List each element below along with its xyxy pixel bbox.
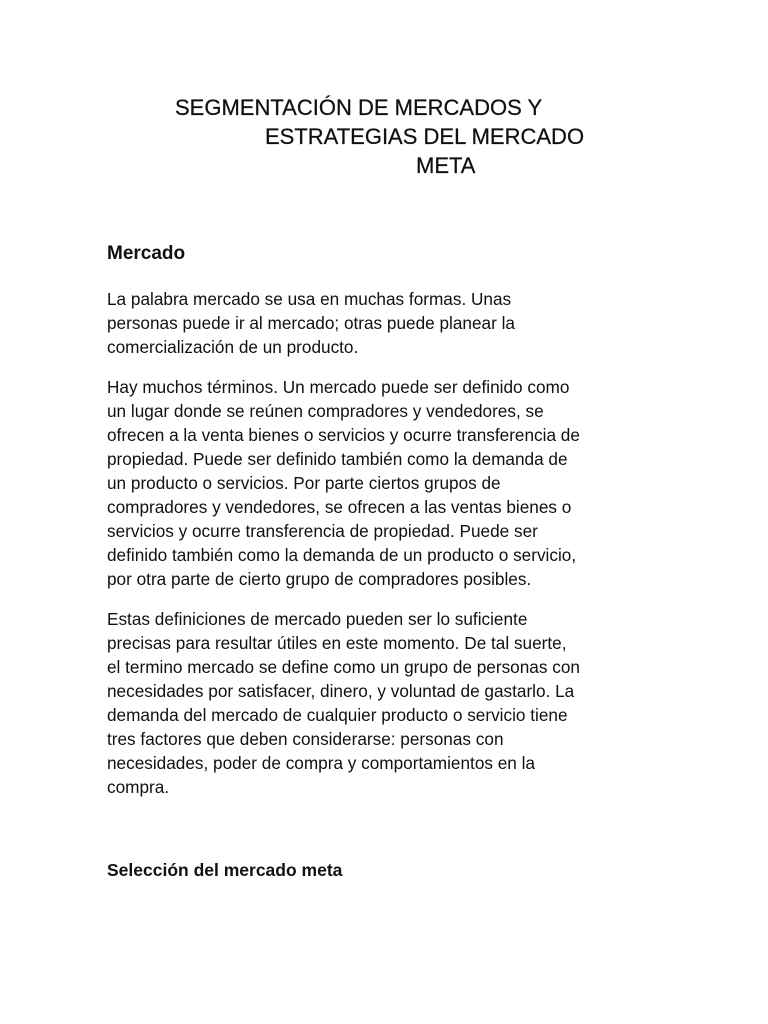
subheading-seleccion-mercado-meta: Selección del mercado meta — [107, 860, 343, 880]
paragraph-1: La palabra mercado se usa en muchas formas. Unas personas puede ir al mercado; otras puede planear la comercialización de un producto. — [107, 289, 515, 357]
paragraph-2: Hay muchos términos. Un mercado puede ser definido como un lugar donde se reúnen compradores y vendedores, se ofrecen a la venta bienes o servicios y ocurre transferencia de propiedad. Puede ser definido también como la demanda de un producto o servicios. Por parte ciertos grupos de compradores y vendedores, se ofrecen a las ventas bienes o servicios y ocurre transferencia de propiedad. Puede ser definido también como la demanda de un producto o servicio, por otra parte de cierto grupo de compradores posibles. — [107, 377, 580, 589]
title-line-3: META — [416, 153, 476, 178]
title-line-2: ESTRATEGIAS DEL MERCADO — [265, 124, 585, 149]
paragraph-3: Estas definiciones de mercado pueden ser lo suficiente precisas para resultar útiles en este momento. De tal suerte, el termino mercado se define como un grupo de personas con necesidades por satisfacer, dinero, y voluntad de gastarlo. La demanda del mercado de cualquier producto o servicio tiene tres factores que deben considerarse: personas con necesidades, poder de compra y comportamientos en la compra. — [107, 609, 580, 797]
section-heading-mercado: Mercado — [107, 243, 186, 264]
title-line-1: SEGMENTACIÓN DE MERCADOS Y — [175, 95, 543, 120]
